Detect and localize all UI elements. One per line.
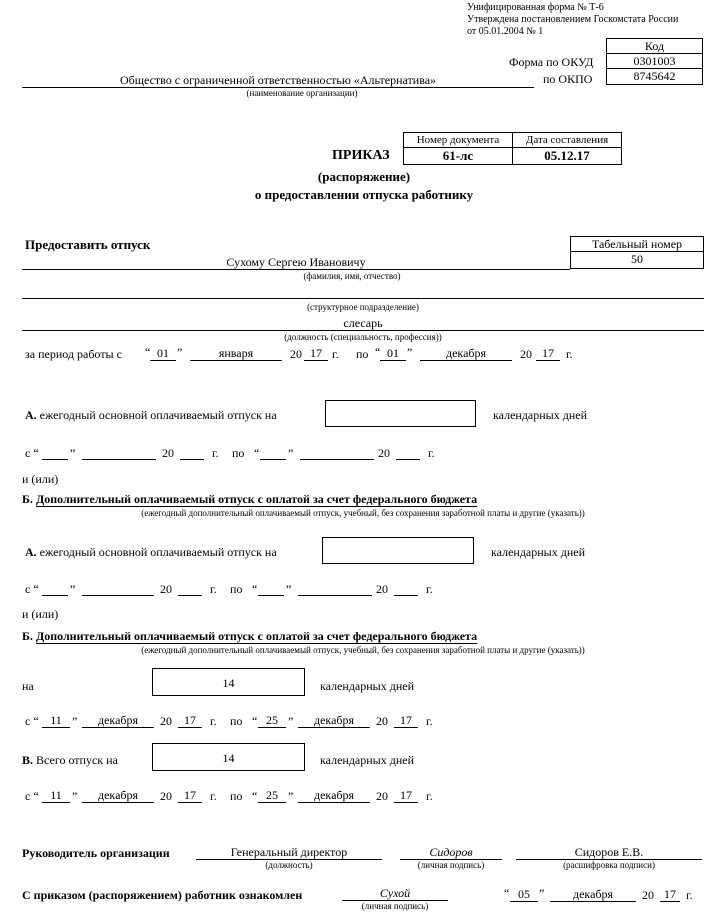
okud-label: Форма по ОКУД — [509, 55, 594, 69]
s3-q-open-2: “ — [252, 714, 258, 728]
ack-label: С приказом (распоряжением) работник ознакомлен — [22, 888, 303, 902]
ack-day: 05 — [510, 887, 538, 902]
period-to-month: декабря — [420, 346, 512, 361]
a2-from-month — [82, 581, 154, 596]
total-g: г. — [210, 789, 217, 803]
grant-label: Предоставить отпуск — [25, 237, 151, 252]
total-g-2: г. — [426, 789, 433, 803]
employee-name: Сухому Сергею Ивановичу — [22, 255, 570, 270]
s3-s — [25, 714, 39, 728]
tab-label: Табельный номер — [591, 237, 683, 251]
v-letter: В. — [22, 753, 34, 767]
total-q-open-2: “ — [252, 789, 258, 803]
doc-date-value-cell — [512, 147, 622, 165]
ack-month: декабря — [550, 887, 636, 902]
a1-po: по — [232, 446, 245, 460]
section-b1 — [22, 492, 477, 506]
ack-year: 17 — [660, 887, 680, 902]
quote-close: ” — [407, 345, 413, 359]
a2-q-open-2: “ — [252, 582, 258, 596]
doc-date-value: 05.12.17 — [544, 148, 590, 163]
tab-label-cell — [570, 236, 704, 252]
a2-from-day — [42, 581, 68, 596]
v-text: Всего отпуск на — [36, 753, 118, 767]
s3-year20: 20 — [160, 714, 172, 728]
doc-num-value: 61-лс — [442, 148, 474, 163]
period-from-year: 17 — [304, 346, 328, 361]
total-q-close: ” — [72, 789, 78, 803]
doc-subject: о предоставлении отпуска работнику — [254, 187, 474, 202]
a1-q-close: ” — [70, 446, 76, 460]
s3-to-year: 17 — [394, 713, 418, 728]
okpo-label: по ОКПО — [543, 72, 593, 86]
head-label: Руководитель организации — [22, 846, 170, 860]
a2-q-close-2: ” — [286, 582, 292, 596]
s3-from-year: 17 — [178, 713, 202, 728]
s3-g: г. — [210, 714, 217, 728]
total-days: 14 — [222, 751, 235, 765]
total-po: по — [230, 789, 243, 803]
head-position-caption: (должность) — [265, 860, 313, 870]
b-letter: Б. — [22, 492, 33, 506]
doc-date-label-cell — [512, 132, 622, 148]
a1-q-close-2: ” — [288, 446, 294, 460]
a2-q-close: ” — [70, 582, 76, 596]
okud-value-cell — [606, 53, 703, 69]
doc-num-label-cell — [403, 132, 513, 148]
form-header — [467, 2, 678, 38]
employee-signature: Сухой — [342, 886, 448, 901]
a2-po: по — [230, 582, 243, 596]
period-from-month: января — [190, 346, 282, 361]
a2-year20-2: 20 — [376, 582, 388, 596]
employee-sign-caption: (личная подпись) — [361, 901, 429, 911]
okpo-value: 8745642 — [633, 69, 676, 83]
head-decoded: Сидоров Е.В. — [516, 845, 702, 860]
s3-s-text: с — [25, 714, 31, 728]
s3-cal-days: календарных дней — [320, 679, 415, 693]
a1-to-day — [260, 445, 286, 460]
a-letter: А. — [25, 408, 37, 422]
employee-name-caption: (фамилия, имя, отчество) — [303, 271, 401, 281]
total-from-year: 17 — [178, 788, 202, 803]
period-g-1: г. — [332, 347, 339, 361]
total-q-open: “ — [33, 789, 39, 803]
section-b2 — [22, 629, 477, 643]
b2-caption: (ежегодный дополнительный оплачиваемый отпуск, учебный, без сохранения заработной платы и другие (указать)) — [141, 645, 585, 655]
period-from-day: 01 — [150, 346, 176, 361]
position-caption: (должность (специальность, профессия)) — [284, 332, 442, 342]
s3-to-month: декабря — [298, 713, 370, 728]
total-year20-2: 20 — [376, 789, 388, 803]
a1-g-2: г. — [428, 446, 435, 460]
a1-s — [25, 446, 39, 460]
ack-q-close: ” — [539, 886, 545, 900]
s3-days: 14 — [222, 676, 235, 690]
org-name: Общество с ограниченной ответственностью «Альтернатива» — [22, 73, 534, 88]
ili-1: и (или) — [22, 472, 59, 486]
doc-num-label: Номер документа — [416, 134, 500, 146]
a2-g: г. — [210, 582, 217, 596]
a2-to-month — [298, 581, 372, 596]
period-from-year-prefix: 20 — [290, 347, 302, 361]
section-a1 — [25, 408, 277, 422]
s3-from-day: 11 — [42, 713, 70, 728]
a1-from-year — [180, 445, 204, 460]
total-from-day: 11 — [42, 788, 70, 803]
a2-to-year — [394, 581, 418, 596]
form-line-1: Унифицированная форма № Т-6 — [467, 2, 604, 13]
a2-s-text: с — [25, 582, 31, 596]
a1-q-open: “ — [33, 446, 39, 460]
head-position: Генеральный директор — [196, 845, 382, 860]
kod-header-cell — [606, 38, 703, 54]
position-value: слесарь — [22, 316, 704, 331]
dept-caption: (структурное подразделение) — [307, 302, 419, 312]
a1-s-text: с — [25, 446, 31, 460]
s3-year20-2: 20 — [376, 714, 388, 728]
total-to-year: 17 — [394, 788, 418, 803]
ack-q-open: “ — [504, 886, 510, 900]
total-cal-days: календарных дней — [320, 753, 415, 767]
total-s — [25, 789, 39, 803]
b-text: Дополнительный оплачиваемый отпуск с оплатой за счет федерального бюджета — [35, 492, 478, 506]
a2-to-day — [258, 581, 284, 596]
a1-cal-days: календарных дней — [493, 408, 588, 422]
a1-from-day — [42, 445, 68, 460]
b1-caption: (ежегодный дополнительный оплачиваемый отпуск, учебный, без сохранения заработной платы и другие (указать)) — [141, 508, 585, 518]
period-to-day: 01 — [380, 346, 406, 361]
a1-to-month — [300, 445, 374, 460]
a1-to-year — [396, 445, 420, 460]
head-signature: Сидоров — [400, 845, 502, 860]
s3-q-close-2: ” — [288, 714, 294, 728]
ack-g: г. — [686, 888, 693, 902]
tab-value-cell — [570, 251, 704, 269]
s3-to-day: 25 — [258, 713, 286, 728]
a2-text: ежегодный основной оплачиваемый отпуск на — [39, 545, 277, 559]
a1-year20: 20 — [162, 446, 174, 460]
head-decoded-caption: (расшифровка подписи) — [563, 860, 655, 870]
doc-title: ПРИКАЗ — [332, 148, 390, 163]
section-v — [22, 753, 118, 767]
total-year20: 20 — [160, 789, 172, 803]
ack-year-prefix: 20 — [642, 888, 654, 902]
kod-label: Код — [644, 39, 665, 53]
doc-num-value-cell — [403, 147, 513, 165]
period-po: по — [356, 347, 369, 361]
a1-q-open-2: “ — [254, 446, 260, 460]
quote-close: ” — [177, 345, 183, 359]
a2-g-2: г. — [426, 582, 433, 596]
a2-year20: 20 — [160, 582, 172, 596]
s3-po: по — [230, 714, 243, 728]
a1-year20-2: 20 — [378, 446, 390, 460]
b2-text: Дополнительный оплачиваемый отпуск с оплатой за счет федерального бюджета — [35, 629, 478, 643]
section-a2 — [25, 545, 277, 559]
total-from-month: декабря — [82, 788, 154, 803]
period-g-2: г. — [566, 347, 573, 361]
okpo-value-cell — [606, 68, 703, 85]
s3-na: на — [22, 679, 34, 693]
period-to-year: 17 — [536, 346, 560, 361]
a1-days-box — [325, 400, 476, 427]
a1-from-month — [82, 445, 156, 460]
head-sign-caption: (личная подпись) — [417, 860, 485, 870]
s3-q-close: ” — [72, 714, 78, 728]
quote-open: “ — [375, 345, 381, 359]
ili-2: и (или) — [22, 607, 59, 621]
b2-letter: Б. — [22, 629, 33, 643]
a2-letter: А. — [25, 545, 37, 559]
okud-value: 0301003 — [633, 54, 676, 68]
a-text: ежегодный основной оплачиваемый отпуск на — [39, 408, 277, 422]
a2-s — [25, 582, 39, 596]
period-to-year-prefix: 20 — [520, 347, 532, 361]
doc-subtitle: (распоряжение) — [317, 169, 411, 184]
total-q-close-2: ” — [288, 789, 294, 803]
tab-value: 50 — [631, 252, 643, 266]
period-prefix: за период работы с — [25, 347, 122, 361]
total-s-text: с — [25, 789, 31, 803]
dept-line — [22, 298, 704, 299]
quote-open: “ — [145, 345, 151, 359]
a1-g: г. — [212, 446, 219, 460]
org-caption: (наименование организации) — [246, 88, 358, 98]
form-line-2: Утверждена постановлением Госкомстата России — [467, 14, 679, 25]
a2-cal-days: календарных дней — [491, 545, 586, 559]
a2-from-year — [178, 581, 202, 596]
a2-q-open: “ — [33, 582, 39, 596]
total-to-day: 25 — [258, 788, 286, 803]
s3-from-month: декабря — [82, 713, 154, 728]
s3-q-open: “ — [33, 714, 39, 728]
form-line-3: от 05.01.2004 № 1 — [467, 26, 544, 37]
a2-days-box — [322, 537, 474, 564]
total-to-month: декабря — [298, 788, 370, 803]
s3-g-2: г. — [426, 714, 433, 728]
doc-date-label: Дата составления — [525, 134, 609, 146]
